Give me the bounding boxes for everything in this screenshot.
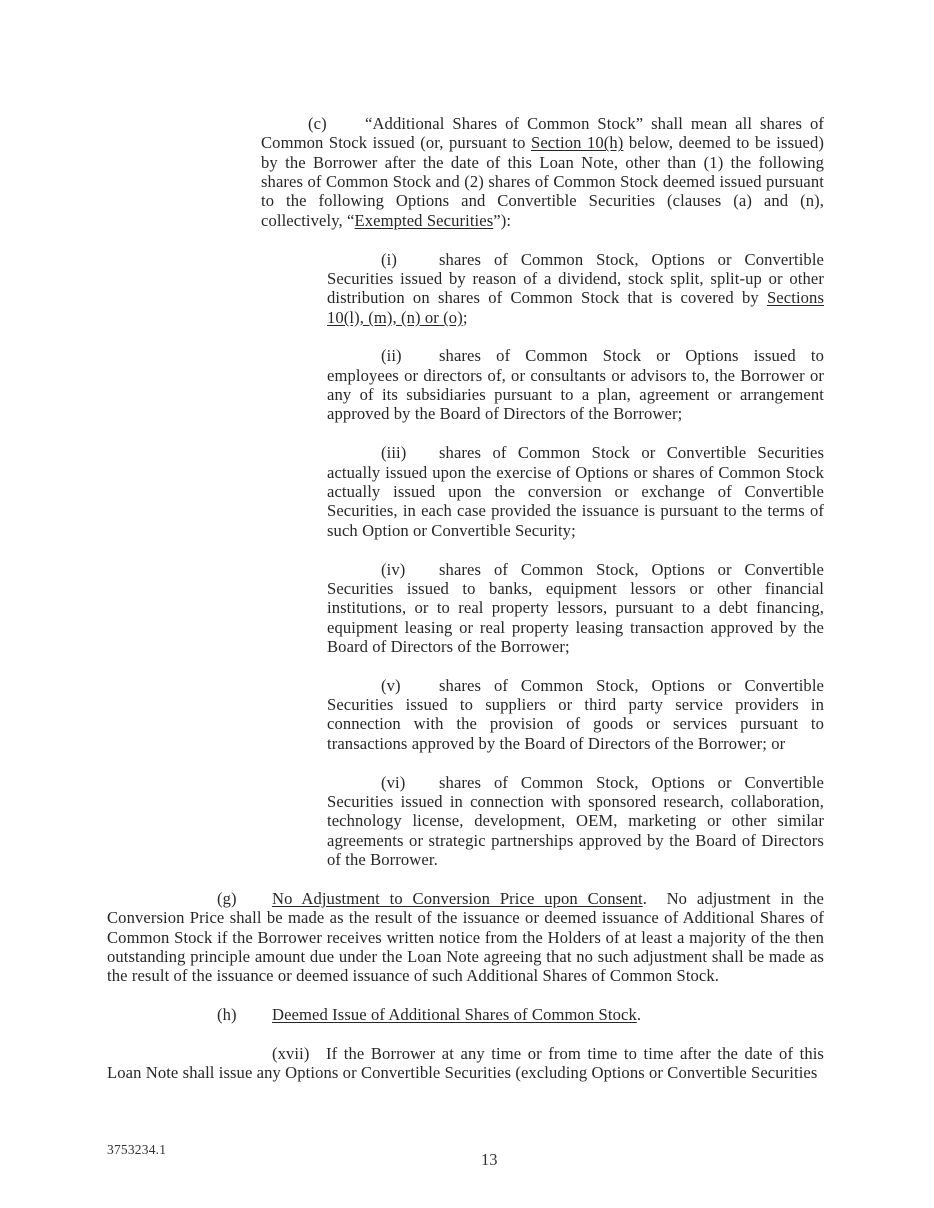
paragraph-ii: [327, 346, 824, 423]
text-segment: below, deemed to be issued) by the Borrower after the date of this Loan Note, other than (1) the following shares of Common Stock and (2) shares of Common Stock deemed issued pursuant to the following Options and Convertible Securities (clauses (a) and (n), collectively, “: [261, 133, 825, 230]
text-segment: shares of Common Stock, Options or Convertible Securities issued by reason of a dividend, stock split, split-up or other distribution on shares of Common Stock that is covered by: [327, 249, 824, 308]
underlined-text: Sections 10(l), (m), (n) or (o): [327, 288, 824, 327]
footer-page-number: 13: [481, 1150, 498, 1169]
paragraph-v: [327, 676, 824, 753]
underlined-text: Deemed Issue of Additional Shares of Common Stock: [272, 1005, 637, 1025]
paragraph-label-g: (g): [217, 888, 237, 908]
paragraph-label-iii: (iii): [381, 443, 407, 463]
text-segment: .: [636, 1005, 642, 1025]
paragraph-h: [107, 1005, 824, 1024]
paragraph-g: [107, 889, 824, 986]
paragraph-label-v: (v): [381, 675, 401, 695]
paragraph-label-i: (i): [381, 249, 397, 269]
text-segment: . No adjustment in the Conversion Price shall be made as the result of the issuance or deemed issuance of Additional Shares of Common Stock if the Borrower receives written notice from the Holders of at least a majority of the then outstanding principle amount due under the Loan Note agreeing that no such adjustment shall be made as the result of the issuance or deemed issuance of such Additional Shares of Common Stock.: [107, 888, 824, 986]
text-segment: ;: [462, 307, 468, 327]
paragraph-iii: [327, 443, 824, 540]
text-segment: “Additional Shares of Common Stock” shall mean all shares of Common Stock issued (or, pursuant to: [261, 114, 824, 153]
paragraph-c: [261, 114, 824, 230]
text-segment: ”):: [493, 210, 512, 230]
paragraph-i: [327, 250, 824, 327]
document-body: [107, 114, 824, 1083]
footer-document-number: 3753234.1: [107, 1142, 167, 1157]
paragraph-label-xvii: (xvii): [272, 1043, 310, 1063]
text-segment: shares of Common Stock, Options or Convertible Securities issued to banks, equipment lessors or other financial institutions, or to real property lessors, pursuant to a debt financing, equipment leasing or real property leasing transaction approved by the Board of Directors of the Borrower;: [327, 559, 824, 656]
paragraph-xvii: [107, 1044, 824, 1083]
paragraph-label-vi: (vi): [381, 772, 406, 792]
underlined-text: Exempted Securities: [354, 210, 494, 230]
paragraph-label-c: (c): [308, 114, 327, 133]
underlined-text: Section 10(h): [531, 133, 624, 153]
text-segment: shares of Common Stock or Options issued to employees or directors of, or consultants or advisors to, the Borrower or any of its subsidiaries pursuant to a plan, agreement or arrangement approved by the Board of Directors of the Borrower;: [327, 346, 824, 424]
paragraph-iv: [327, 560, 824, 657]
paragraph-label-h: (h): [217, 1005, 237, 1025]
underlined-text: No Adjustment to Conversion Price upon Consent: [272, 888, 643, 908]
text-segment: shares of Common Stock or Convertible Securities actually issued upon the exercise of Options or shares of Common Stock actually issued upon the conversion or exchange of Convertible Securities, in each case provided the issuance is pursuant to the terms of such Option or Convertible Security;: [327, 443, 824, 540]
text-segment: shares of Common Stock, Options or Convertible Securities issued in connection with sponsored research, collaboration, technology license, development, OEM, marketing or other similar agreements or strategic partnerships approved by the Board of Directors of the Borrower.: [327, 772, 824, 869]
paragraph-label-iv: (iv): [381, 559, 406, 579]
paragraph-label-ii: (ii): [381, 346, 402, 366]
paragraph-vi: [327, 773, 824, 870]
text-segment: shares of Common Stock, Options or Convertible Securities issued to suppliers or third party service providers in connection with the provision of goods or services pursuant to transactions approved by the Board of Directors of the Borrower; or: [327, 675, 824, 753]
text-segment: If the Borrower at any time or from time to time after the date of this Loan Note shall issue any Options or Convertible Securities (excluding Options or Convertible Securities: [107, 1043, 824, 1083]
